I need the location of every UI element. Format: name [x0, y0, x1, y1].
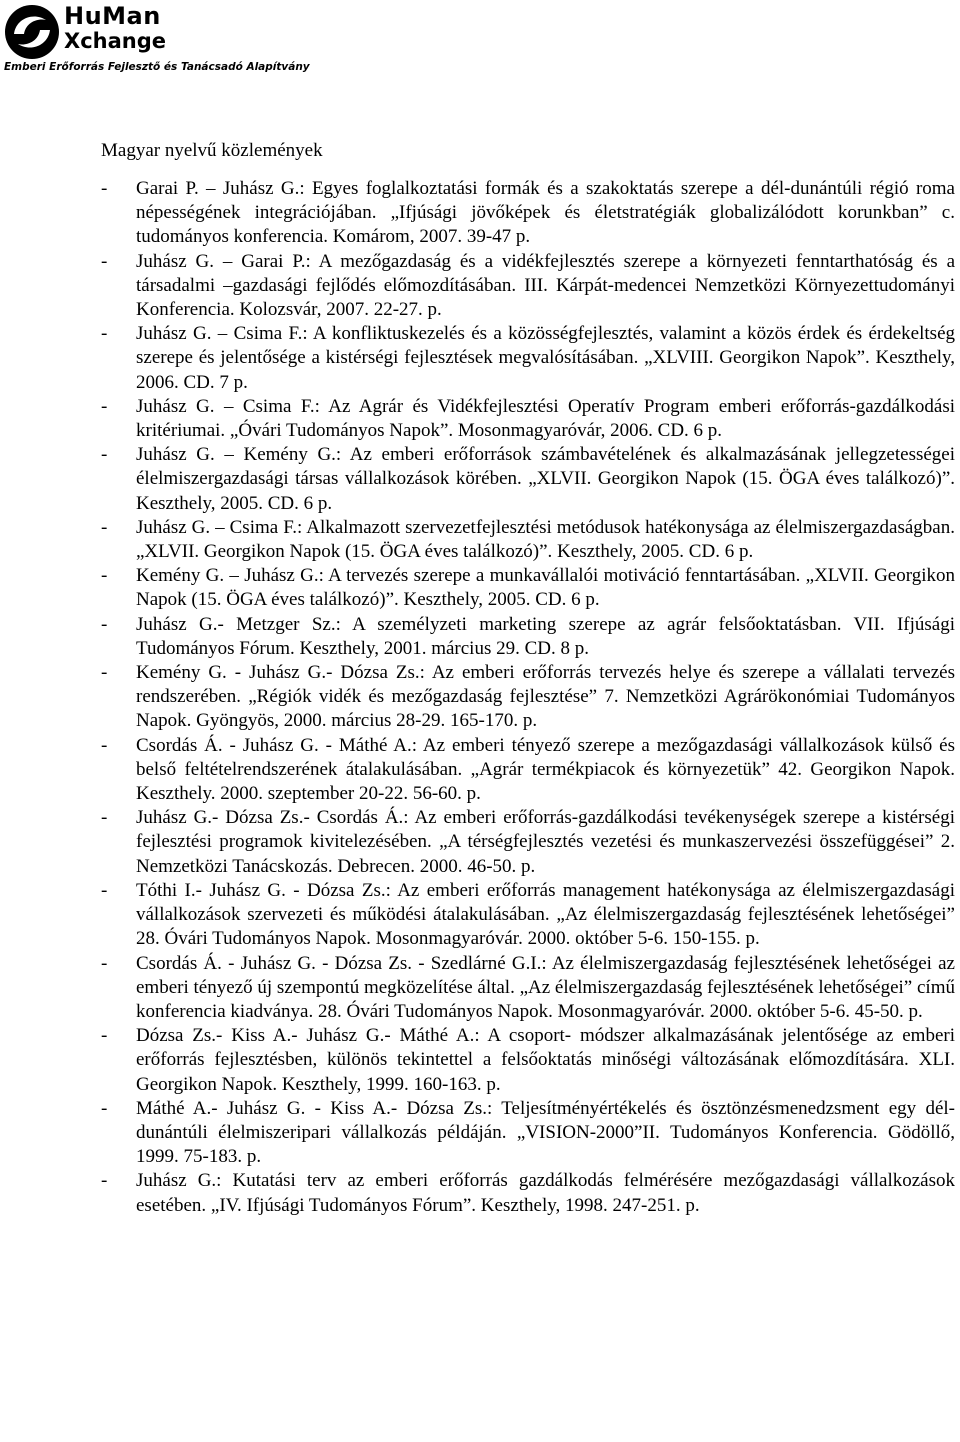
- list-bullet: -: [101, 807, 108, 829]
- publication-text: Juhász G.: Kutatási terv az emberi erőforrás gazdálkodás felmérésére mezőgazdasági vállalkozások esetében. „IV. Ifjúsági Tudományos Fórum”. Keszthely, 1998. 247-251. p.: [136, 1170, 955, 1216]
- list-item: [101, 564, 955, 612]
- list-item: [101, 443, 955, 516]
- list-bullet: -: [101, 444, 108, 466]
- list-bullet: -: [101, 662, 108, 684]
- publication-text: Dózsa Zs.- Kiss A.- Juhász G.- Máthé A.: A csoport- módszer alkalmazásának jelentősége az emberi erőforrás fejlesztésben, különös tekintettel a felsőoktatás minőségi változásának előmozdítására. XLI. Georgikon Napok. Keszthely, 1999. 160-163. p.: [136, 1025, 955, 1095]
- publication-text: Garai P. – Juhász G.: Egyes foglalkoztatási formák és a szakoktatás szerepe a dél-dunántúli régió roma népességének integrációjában. „Ifjúsági jövőképek és életstratégiák globalizálódott korunkban” c. tudományos konferencia. Komárom, 2007. 39-47 p.: [136, 178, 955, 248]
- publication-text: Juhász G.- Metzger Sz.: A személyzeti marketing szerepe az agrár felsőoktatásban. VII. Ifjúsági Tudományos Fórum. Keszthely, 2001. március 29. CD. 8 p.: [136, 613, 955, 659]
- list-bullet: -: [101, 879, 108, 901]
- section-heading: Magyar nyelvű közlemények: [101, 140, 323, 161]
- list-item: [101, 177, 955, 250]
- list-bullet: -: [101, 1097, 108, 1119]
- list-item: [101, 1097, 955, 1170]
- publication-text: Juhász G. – Csima F.: Az Agrár és Vidékfejlesztési Operatív Program emberi erőforrás-gazdálkodási kritériumai. „Óvári Tudományos Napok”. Mosonmagyaróvár, 2006. CD. 6 p.: [136, 395, 955, 442]
- list-item: [101, 395, 955, 443]
- logo-name-line2: Xchange: [64, 29, 166, 53]
- publication-text: Csordás Á. - Juhász G. - Máthé A.: Az emberi tényező szerepe a mezőgazdasági vállalkozások külső és belső feltételrendszerének átalakulásában. „Agrár termékpiacok és környezetük” 42. Georgikon Napok. Keszthely. 2000. szeptember 20-22. 56-60. p.: [136, 734, 955, 805]
- list-bullet: -: [101, 250, 108, 272]
- list-bullet: -: [101, 952, 108, 974]
- organization-logo: [4, 2, 310, 76]
- list-item: [101, 806, 955, 879]
- list-item: [101, 661, 955, 734]
- list-item: [101, 734, 955, 807]
- logo-tagline: Emberi Erőforrás Fejlesztő és Tanácsadó Alapítvány: [4, 61, 310, 73]
- publication-text: Tóthi I.- Juhász G. - Dózsa Zs.: Az emberi erőforrás management hatékonysága az élelmiszergazdasági vállalkozások szervezeti és működési átalakulásában. „Az élelmiszergazdaság fejlesztésének lehetőségei” 28. Óvári Tudományos Napok. Mosonmagyaróvár. 2000. október 5-6. 150-155. p.: [136, 879, 955, 950]
- list-item: [101, 516, 955, 564]
- publication-list: [101, 177, 955, 1218]
- list-item: [101, 952, 955, 1025]
- publication-text: Juhász G. – Csima F.: Alkalmazott szervezetfejlesztési metódusok hatékonysága az élelmiszergazdaságban. „XLVII. Georgikon Napok (15. ÖGA éves találkozó)”. Keszthely, 2005. CD. 6 p.: [136, 516, 955, 563]
- logo-swirl-icon: [4, 4, 60, 60]
- list-item: [101, 322, 955, 395]
- list-item: [101, 1169, 955, 1217]
- list-item: [101, 250, 955, 323]
- list-bullet: -: [101, 1170, 108, 1192]
- list-item: [101, 879, 955, 952]
- list-bullet: -: [101, 178, 108, 199]
- list-item: [101, 613, 955, 661]
- publication-text: Kemény G. – Juhász G.: A tervezés szerepe a munkavállalói motiváció fenntartásában. „XLVII. Georgikon Napok (15. ÖGA éves találkozó)”. Keszthely, 2005. CD. 6 p.: [136, 565, 955, 611]
- logo-name-line1: HuMan: [64, 2, 161, 30]
- list-bullet: -: [101, 565, 108, 587]
- list-bullet: -: [101, 734, 108, 756]
- publication-text: Juhász G. – Kemény G.: Az emberi erőforrások számbavételének és alkalmazásának jellegzetességei élelmiszergazdasági társas vállalkozások körében. „XLVII. Georgikon Napok (15. ÖGA éves találkozó)”. Keszthely, 2005. CD. 6 p.: [136, 444, 955, 514]
- publication-text: Juhász G. – Garai P.: A mezőgazdaság és a vidékfejlesztés szerepe a környezeti fenntarthatóság és a társadalmi –gazdasági fejlődés előmozdításában. III. Kárpát-medencei Nemzetközi Környezettudományi Konferencia. Kolozsvár, 2007. 22-27. p.: [136, 250, 955, 321]
- publication-text: Kemény G. - Juhász G.- Dózsa Zs.: Az emberi erőforrás tervezés helye és szerepe a vállalati tervezés rendszerében. „Régiók vidék és mezőgazdaság fejlesztése” 7. Nemzetközi Agrárökonómiai Tudományos Napok. Gyöngyös, 2000. március 28-29. 165-170. p.: [136, 662, 955, 732]
- list-item: [101, 1024, 955, 1097]
- list-bullet: -: [101, 516, 108, 538]
- list-bullet: -: [101, 1025, 108, 1047]
- publication-section: [101, 138, 955, 1218]
- publication-text: Juhász G. – Csima F.: A konfliktuskezelés és a közösségfejlesztés, valamint a közös érdek és érdekeltség szerepe és jelentősége a kistérségi fejlesztések megvalósításában. „XLVIII. Georgikon Napok”. Keszthely, 2006. CD. 7 p.: [136, 323, 955, 393]
- publication-text: Máthé A.- Juhász G. - Kiss A.- Dózsa Zs.: Teljesítményértékelés és ösztönzésmenedzsment egy dél-dunántúli élelmiszeripari vállalkozás példáján. „VISION-2000”II. Tudományos Konferencia. Gödöllő, 1999. 75-183. p.: [136, 1097, 955, 1168]
- publication-text: Juhász G.- Dózsa Zs.- Csordás Á.: Az emberi erőforrás-gazdálkodási tevékenységek szerepe a kistérségi fejlesztési programok kivitelezésében. „A térségfejlesztés vezetési és munkaszervezési összefüggései” 2. Nemzetközi Tanácskozás. Debrecen. 2000. 46-50. p.: [136, 807, 955, 877]
- list-bullet: -: [101, 395, 108, 417]
- list-bullet: -: [101, 323, 108, 345]
- publication-text: Csordás Á. - Juhász G. - Dózsa Zs. - Szedlárné G.I.: Az élelmiszergazdaság fejlesztésének lehetőségei az emberi tényező új szempontú megközelítése által. „Az élelmiszergazdaság fejlesztésének lehetőségei” című konferencia kiadványa. 28. Óvári Tudományos Napok. Mosonmagyaróvár. 2000. október 5-6. 45-50. p.: [136, 952, 955, 1022]
- list-bullet: -: [101, 613, 108, 635]
